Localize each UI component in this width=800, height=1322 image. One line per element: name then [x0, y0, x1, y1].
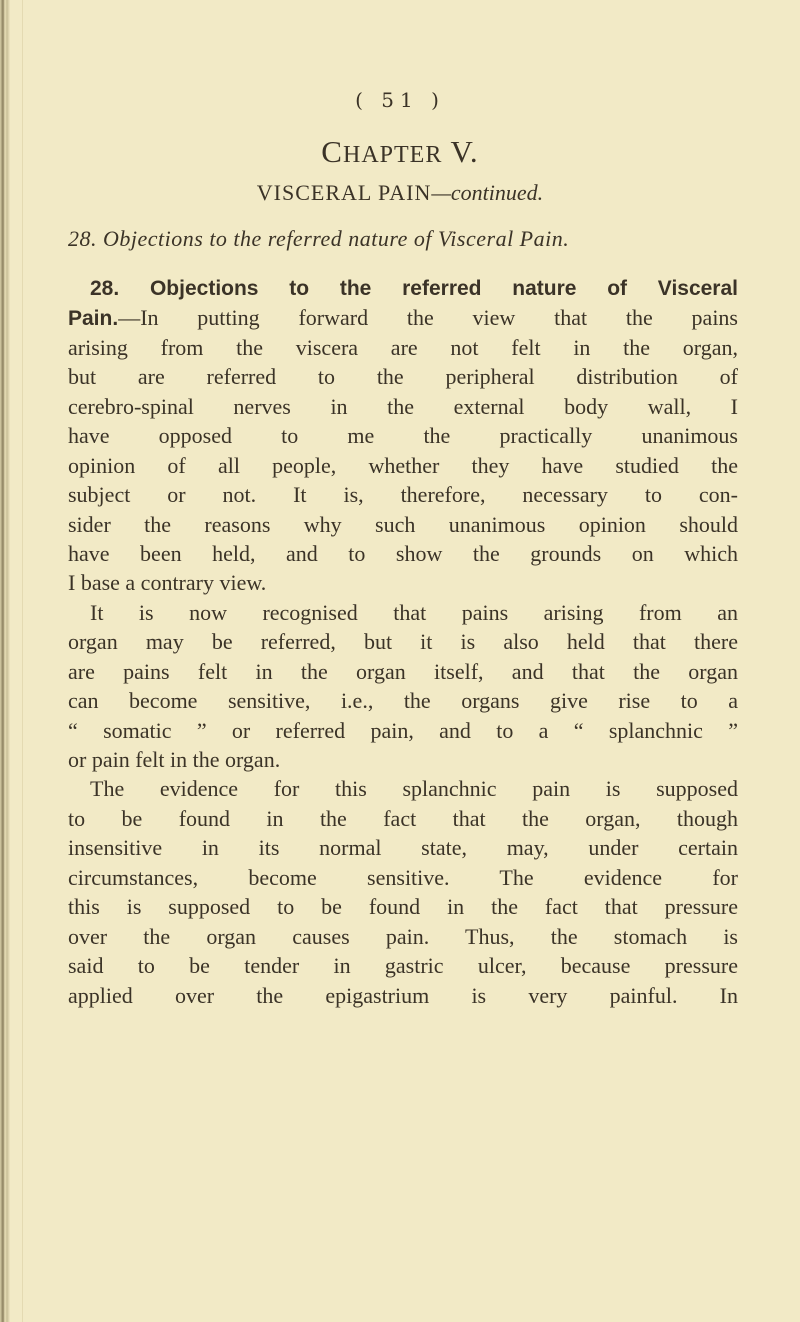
body-text [68, 274, 738, 1010]
body-line: or pain felt in the organ. [68, 747, 281, 772]
chapter-numeral: V. [450, 134, 479, 169]
body-line: applied over the epigastrium is very painful. In [68, 982, 738, 1008]
body-line: It is now recognised that pains arising from an [90, 599, 738, 625]
chapter-subtitle [0, 180, 800, 206]
body-line [68, 303, 738, 332]
chapter-initial: C [321, 134, 343, 169]
body-line: I base a contrary view. [68, 570, 267, 596]
body-line: opinion of all people, whether they have studied the [68, 452, 738, 478]
body-line-text: —In putting forward the view that the pains [118, 305, 738, 331]
body-line: cerebro-spinal nerves in the external body wall, I [68, 393, 738, 419]
page-number: ( 51 ) [355, 88, 445, 112]
body-line: The evidence for this splanchnic pain is supposed [90, 776, 738, 802]
paragraphs [68, 333, 738, 1010]
body-line: but are referred to the peripheral distribution of [68, 364, 738, 390]
chapter-title [0, 134, 800, 170]
body-line: subject or not. It is, therefore, necessary to con- [68, 482, 738, 508]
body-line: can become sensitive, i.e., the organs give rise to a [68, 688, 738, 714]
body-line: have opposed to me the practically unanimous [68, 423, 738, 449]
body-line: have been held, and to show the grounds on which [68, 540, 738, 566]
body-line: this is supposed to be found in the fact that pressure [68, 894, 738, 920]
body-line: “ somatic ” or referred pain, and to a “ splanchnic ” [68, 717, 738, 743]
bold-heading-line: 28. Objections to the referred nature of Visceral [90, 277, 738, 300]
body-line: circumstances, become sensitive. The evidence for [68, 864, 738, 890]
section-heading: 28. Objections to the referred nature of Visceral Pain. [68, 226, 570, 251]
body-line: over the organ causes pain. Thus, the stomach is [68, 923, 738, 949]
bold-heading-end: Pain. [68, 307, 119, 331]
chapter-word: HAPTER [342, 142, 443, 168]
subtitle-continued: —continued. [431, 180, 544, 205]
body-line: sider the reasons why such unanimous opinion should [68, 511, 738, 537]
subtitle-main: VISCERAL PAIN [256, 180, 432, 205]
body-line: organ may be referred, but it is also held that there [68, 629, 738, 655]
body-line: are pains felt in the organ itself, and that the organ [68, 658, 738, 684]
body-line: said to be tender in gastric ulcer, because pressure [68, 953, 738, 979]
body-line: insensitive in its normal state, may, under certain [68, 835, 738, 861]
body-line: arising from the viscera are not felt in the organ, [68, 334, 738, 360]
body-line: to be found in the fact that the organ, though [68, 805, 738, 831]
